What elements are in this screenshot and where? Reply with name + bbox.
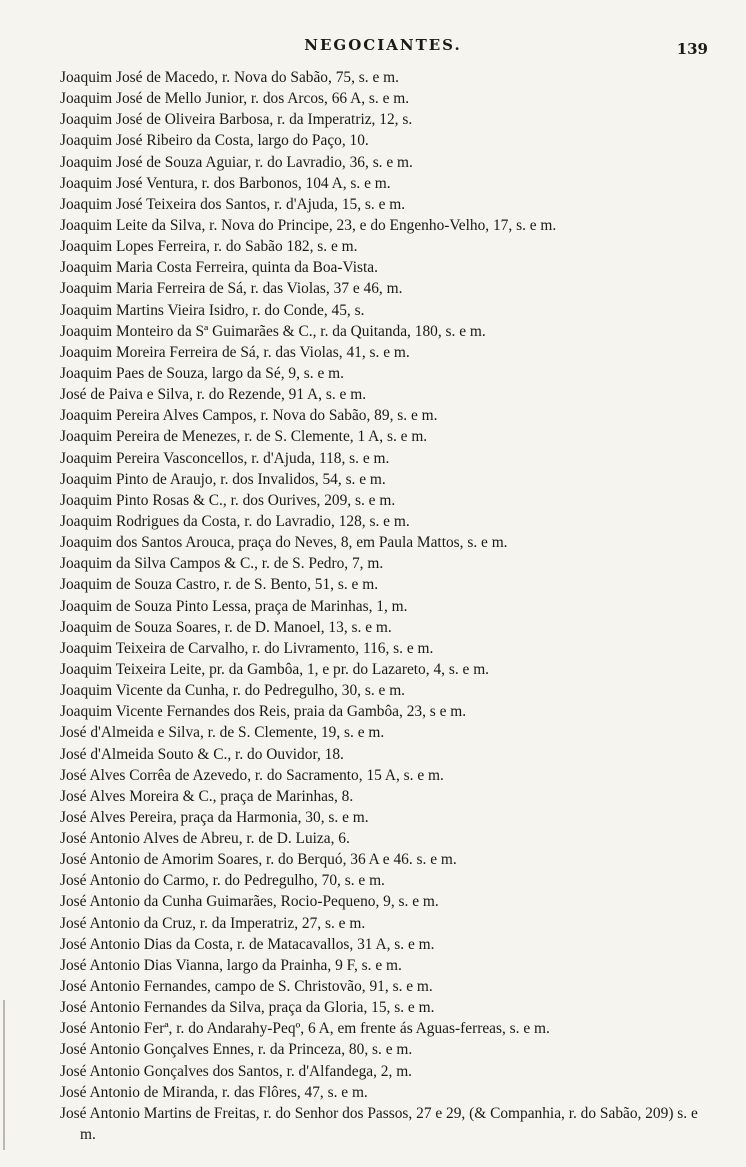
list-item: Joaquim de Souza Pinto Lessa, praça de Marinhas, 1, m.: [60, 597, 408, 615]
list-item: Joaquim José de Macedo, r. Nova do Sabão, 75, s. e m.: [60, 69, 399, 86]
merchant-list: [60, 67, 710, 1145]
list-item: José Antonio Gonçalves Ennes, r. da Princeza, 80, s. e m.: [60, 1041, 413, 1059]
page-header: [0, 34, 746, 58]
list-item: José de Paiva e Silva, r. do Rezende, 91 A, s. e m.: [60, 386, 367, 404]
list-item: José Antonio Fernandes da Silva, praça da Gloria, 15, s. e m.: [60, 999, 435, 1017]
list-item: José d'Almeida e Silva, r. de S. Clemente, 19, s. e m.: [60, 724, 385, 742]
list-item: Joaquim de Souza Castro, r. de S. Bento, 51, s. e m.: [60, 576, 379, 594]
list-item: Joaquim Rodrigues da Costa, r. do Lavradio, 128, s. e m.: [60, 512, 410, 530]
list-item: Joaquim José de Oliveira Barbosa, r. da Imperatriz, 12, s.: [60, 111, 413, 129]
list-item: Joaquim Martins Vieira Isidro, r. do Conde, 45, s.: [60, 301, 365, 319]
list-item: Joaquim Lopes Ferreira, r. do Sabão 182, s. e m.: [60, 238, 358, 256]
list-item: José Antonio Gonçalves dos Santos, r. d'Alfandega, 2, m.: [60, 1062, 413, 1080]
list-item: Joaquim Monteiro da Sª Guimarães & C., r. da Quitanda, 180, s. e m.: [60, 322, 486, 340]
list-item: Joaquim José de Souza Aguiar, r. do Lavradio, 36, s. e m.: [60, 153, 413, 171]
list-item: José Antonio Alves de Abreu, r. de D. Luiza, 6.: [60, 830, 350, 848]
list-item: Joaquim Maria Costa Ferreira, quinta da Boa-Vista.: [60, 259, 378, 277]
list-item: Joaquim dos Santos Arouca, praça do Neves, 8, em Paula Mattos, s. e m.: [60, 534, 508, 552]
page-number: 139: [676, 40, 708, 58]
list-item: Joaquim José de Mello Junior, r. dos Arcos, 66 A, s. e m.: [60, 90, 410, 108]
list-item: Joaquim José Ribeiro da Costa, largo do Paço, 10.: [60, 132, 369, 150]
running-head: NEGOCIANTES.: [304, 36, 462, 54]
list-item: Joaquim Paes de Souza, largo da Sé, 9, s. e m.: [60, 364, 344, 382]
list-item: José d'Almeida Souto & C., r. do Ouvidor, 18.: [60, 745, 344, 763]
list-item: Joaquim José Teixeira dos Santos, r. d'Ajuda, 15, s. e m.: [60, 195, 406, 213]
list-item: José Antonio da Cruz, r. da Imperatriz, 27, s. e m.: [60, 914, 366, 932]
list-item: José Antonio do Carmo, r. do Pedregulho, 70, s. e m.: [60, 872, 385, 890]
list-item: Joaquim Maria Ferreira de Sá, r. das Violas, 37 e 46, m.: [60, 280, 403, 298]
list-item: Joaquim Teixeira Leite, pr. da Gambôa, 1, e pr. do Lazareto, 4, s. e m.: [60, 660, 490, 678]
list-item: José Antonio de Amorim Soares, r. do Berquó, 36 A e 46. s. e m.: [60, 851, 457, 869]
list-item: Joaquim Pinto Rosas & C., r. dos Ourives, 209, s. e m.: [60, 491, 396, 509]
list-item: Joaquim de Souza Soares, r. de D. Manoel, 13, s. e m.: [60, 618, 392, 636]
list-item: Joaquim Pereira Vasconcellos, r. d'Ajuda, 118, s. e m.: [60, 449, 390, 467]
list-item: Joaquim Pereira de Menezes, r. de S. Clemente, 1 A, s. e m.: [60, 428, 428, 446]
list-item: José Antonio Dias da Costa, r. de Matacavallos, 31 A, s. e m.: [60, 935, 435, 953]
list-item: Joaquim Vicente da Cunha, r. do Pedregulho, 30, s. e m.: [60, 682, 406, 700]
binding-edge-mark: [3, 1000, 5, 1150]
list-item: Joaquim Leite da Silva, r. Nova do Principe, 23, e do Engenho-Velho, 17, s. e m.: [60, 216, 557, 234]
list-item: José Antonio Fernandes, campo de S. Christovão, 91, s. e m.: [60, 978, 433, 996]
list-item: José Alves Moreira & C., praça de Marinhas, 8.: [60, 787, 354, 805]
list-item: José Antonio Martins de Freitas, r. do Senhor dos Passos, 27 e 29, (& Companhia, r. do Sabão, 209) s. e m.: [60, 1104, 698, 1144]
list-item: Joaquim Pinto de Araujo, r. dos Invalidos, 54, s. e m.: [60, 470, 386, 488]
list-item: José Antonio Ferª, r. do Andarahy-Peqº, 6 A, em frente ás Aguas-ferreas, s. e m.: [60, 1020, 550, 1038]
list-item: Joaquim da Silva Campos & C., r. de S. Pedro, 7, m.: [60, 555, 384, 573]
list-item: José Antonio da Cunha Guimarães, Rocio-Pequeno, 9, s. e m.: [60, 893, 439, 911]
list-item: José Antonio Dias Vianna, largo da Prainha, 9 F, s. e m.: [60, 956, 402, 974]
list-item: Joaquim Pereira Alves Campos, r. Nova do Sabão, 89, s. e m.: [60, 407, 438, 425]
list-item: José Antonio de Miranda, r. das Flôres, 47, s. e m.: [60, 1083, 368, 1101]
list-item: Joaquim Moreira Ferreira de Sá, r. das Violas, 41, s. e m.: [60, 343, 410, 361]
list-item: José Alves Pereira, praça da Harmonia, 30, s. e m.: [60, 808, 369, 826]
list-item: José Alves Corrêa de Azevedo, r. do Sacramento, 15 A, s. e m.: [60, 766, 444, 784]
list-item: Joaquim José Ventura, r. dos Barbonos, 104 A, s. e m.: [60, 174, 391, 192]
list-item: Joaquim Vicente Fernandes dos Reis, praia da Gambôa, 23, s e m.: [60, 703, 467, 721]
list-item: Joaquim Teixeira de Carvalho, r. do Livramento, 116, s. e m.: [60, 639, 434, 657]
